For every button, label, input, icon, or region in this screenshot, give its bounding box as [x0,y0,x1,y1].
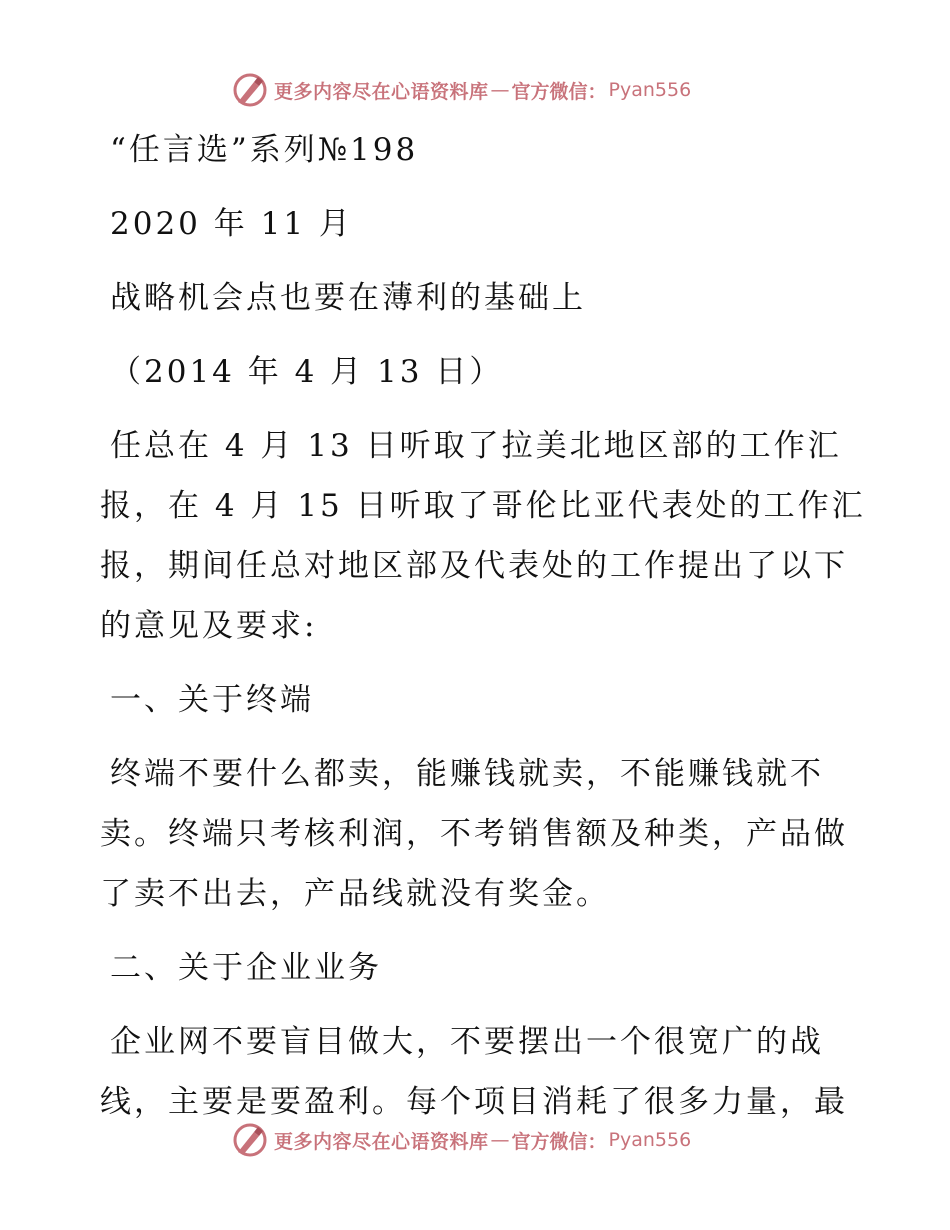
paragraph-line: 卖。终端只考核利润，不考销售额及种类，产品做 [100,816,848,852]
pen-logo-icon [232,72,268,108]
intro-paragraph [100,422,866,650]
watermark-header [232,70,712,110]
article-headline: 战略机会点也要在薄利的基础上 [110,280,586,316]
watermark-dash: — [490,1129,510,1151]
terminal-paragraph [100,750,860,918]
paragraph-line: 任总在 4 月 13 日听取了拉美北地区部的工作汇 [110,428,842,464]
section-heading-terminal: 一、关于终端 [110,682,314,718]
document-body [100,118,866,1126]
speech-date: （2014 年 4 月 13 日） [110,354,504,390]
enterprise-paragraph [100,1018,860,1126]
watermark-text: 更多内容尽在心语资料库 [274,80,489,103]
paragraph-line: 了卖不出去，产品线就没有奖金。 [100,876,610,912]
watermark-wechat-id: Pyan556 [608,79,692,101]
paragraph-line: 报，在 4 月 15 日听取了哥伦比亚代表处的工作汇 [100,488,866,524]
issue-date: 2020 年 11 月 [110,206,353,242]
series-title: “任言选”系列№198 [110,132,419,168]
paragraph-line: 报，期间任总对地区部及代表处的工作提出了以下 [100,548,848,584]
watermark-official-label: 官方微信： [511,1130,607,1153]
pen-logo-icon [232,1122,268,1158]
watermark-dash: — [490,79,510,101]
section-heading-enterprise: 二、关于企业业务 [110,950,382,986]
paragraph-line: 的意见及要求: [100,608,318,644]
watermark-text: 更多内容尽在心语资料库 [274,1130,489,1153]
paragraph-line: 终端不要什么都卖，能赚钱就卖，不能赚钱就不 [110,756,824,792]
watermark-footer [232,1120,712,1160]
watermark-official-label: 官方微信： [511,80,607,103]
paragraph-line: 线，主要是要盈利。每个项目消耗了很多力量，最 [100,1084,848,1120]
watermark-wechat-id: Pyan556 [608,1129,692,1151]
paragraph-line: 企业网不要盲目做大，不要摆出一个很宽广的战 [110,1024,824,1060]
